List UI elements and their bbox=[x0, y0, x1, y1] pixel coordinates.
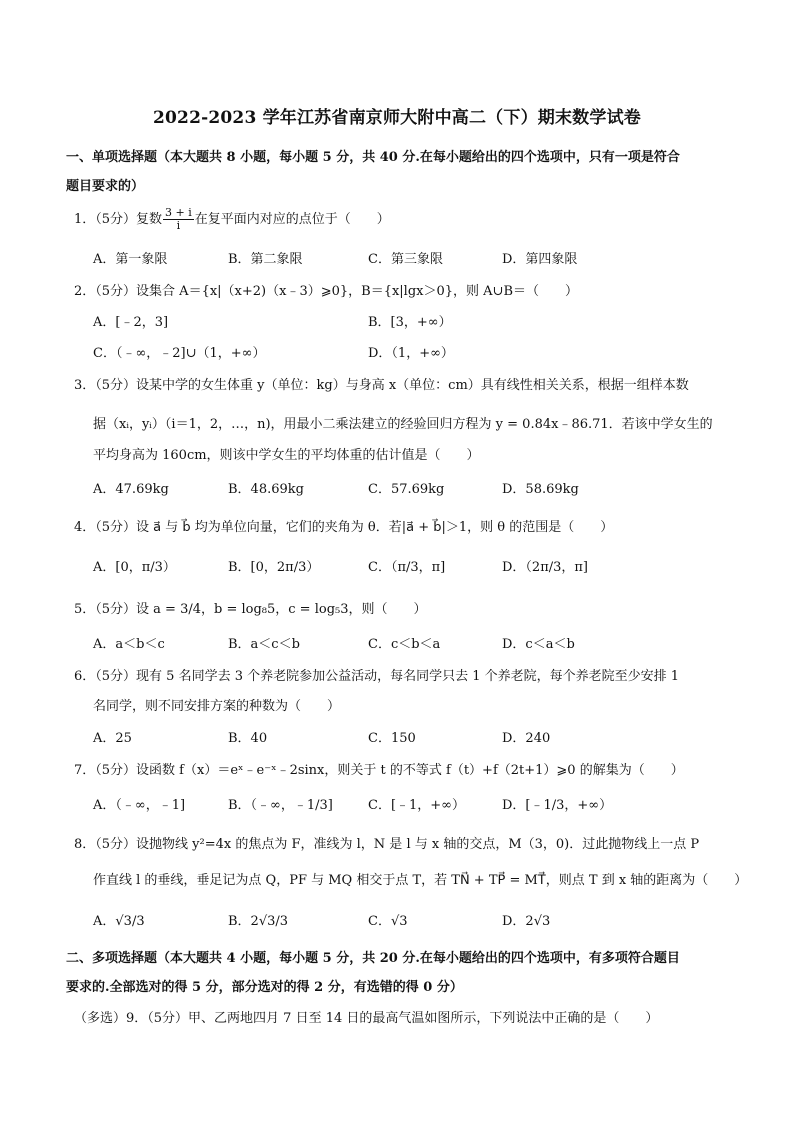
q6-option-c: C．150 bbox=[368, 731, 416, 746]
q2-option-b: B．[3，+∞） bbox=[368, 315, 452, 330]
q2-option-a: A．[﹣2，3] bbox=[93, 315, 169, 330]
question-4: 4．（5分）设 a⃗ 与 b⃗ 均为单位向量，它们的夹角为 θ．若|a⃗ + b⃗|＞1，则 θ 的范围是（ ） bbox=[74, 520, 614, 535]
question-2: 2．（5分）设集合 A＝{x|（x+2)（x﹣3）⩾0}，B＝{x|lgx＞0}，则 A∪B＝（ ） bbox=[74, 284, 579, 299]
q1-frac-den: i bbox=[176, 219, 181, 232]
page-title: 2022-2023 学年江苏省南京师大附中高二（下）期末数学试卷 bbox=[152, 108, 641, 128]
q4-option-a: A．[0，π/3） bbox=[93, 560, 176, 575]
q5-option-c: C．c＜b＜a bbox=[368, 637, 441, 652]
question-6-line1: 6．（5分）现有 5 名同学去 3 个养老院参加公益活动，每名同学只去 1 个养老院，每个养老院至少安排 1 bbox=[74, 669, 680, 684]
q1-option-b: B．第二象限 bbox=[228, 252, 303, 267]
q5-option-d: D．c＜a＜b bbox=[502, 637, 575, 652]
section2-heading-line2: 要求的.全部选对的得 5 分，部分选对的得 2 分，有选错的得 0 分） bbox=[66, 980, 463, 995]
q7-option-a: A．（﹣∞，﹣1] bbox=[93, 798, 186, 813]
q6-option-d: D．240 bbox=[502, 731, 551, 746]
q1-option-d: D．第四象限 bbox=[502, 252, 578, 267]
q3-option-d: D．58.69kg bbox=[502, 482, 579, 497]
section2-heading-line1: 二、多项选择题（本大题共 4 小题，每小题 5 分，共 20 分.在每小题给出的四个选项中，有多项符合题目 bbox=[66, 951, 680, 966]
section1-heading-line2: 题目要求的） bbox=[66, 179, 145, 194]
q8-option-d: D．2√3 bbox=[502, 914, 551, 929]
question-8-line1: 8．（5分）设抛物线 y²=4x 的焦点为 F，准线为 l，N 是 l 与 x 轴的交点，M（3，0)．过此抛物线上一点 P bbox=[74, 837, 700, 852]
q4-option-d: D．（2π/3，π] bbox=[502, 560, 589, 575]
question-5: 5．（5分）设 a = 3/4，b = log₈5，c = log₅3，则（ ） bbox=[74, 602, 427, 617]
q1-option-c: C．第三象限 bbox=[368, 252, 443, 267]
question-8-line2: 作直线 l 的垂线，垂足记为点 Q，PF 与 MQ 相交于点 T，若 TN⃗ + TP⃗ = MT⃗，则点 T 到 x 轴的距离为（ ） bbox=[93, 873, 748, 888]
q3-option-c: C．57.69kg bbox=[368, 482, 445, 497]
q3-option-a: A．47.69kg bbox=[93, 482, 169, 497]
q6-option-a: A．25 bbox=[93, 731, 132, 746]
q4-option-b: B．[0，2π/3） bbox=[228, 560, 320, 575]
q8-option-b: B．2√3/3 bbox=[228, 914, 289, 929]
question-3-line1: 3．（5分）设某中学的女生体重 y（单位：kg）与身高 x（单位：cm）具有线性相关关系，根据一组样本数 bbox=[74, 378, 689, 393]
section1-heading-line1: 一、单项选择题（本大题共 8 小题，每小题 5 分，共 40 分.在每小题给出的四个选项中，只有一项是符合 bbox=[66, 150, 680, 165]
q5-option-a: A．a＜b＜c bbox=[93, 637, 165, 652]
q6-option-b: B．40 bbox=[228, 731, 268, 746]
q2-option-c: C．（﹣∞，﹣2]∪（1，+∞） bbox=[93, 346, 266, 361]
q1-option-a: A．第一象限 bbox=[93, 252, 168, 267]
q1-frac-num: 3 + i bbox=[165, 206, 192, 219]
question-1 bbox=[74, 207, 390, 232]
q7-option-b: B．（﹣∞，﹣1/3] bbox=[228, 798, 333, 813]
q1-suffix: 在复平面内对应的点位于（ ） bbox=[194, 212, 390, 227]
question-6-line2: 名同学，则不同安排方案的种数为（ ） bbox=[93, 699, 341, 714]
question-7: 7．（5分）设函数 f（x）＝eˣ﹣e⁻ˣ﹣2sinx，则关于 t 的不等式 f（t）+f（2t+1）⩾0 的解集为（ ） bbox=[74, 763, 684, 778]
q1-fraction bbox=[163, 207, 194, 232]
question-3-line3: 平均身高为 160cm，则该中学女生的平均体重的估计值是（ ） bbox=[93, 448, 480, 463]
q7-option-c: C．[﹣1，+∞） bbox=[368, 798, 466, 813]
q5-option-b: B．a＜c＜b bbox=[228, 637, 300, 652]
q4-option-c: C．（π/3，π] bbox=[368, 560, 446, 575]
q1-prefix: 1．（5分）复数 bbox=[74, 212, 163, 227]
q7-option-d: D．[﹣1/3，+∞） bbox=[502, 798, 613, 813]
q2-option-d: D．（1，+∞） bbox=[368, 346, 454, 361]
question-9: （多选）9．（5分）甲、乙两地四月 7 日至 14 日的最高气温如图所示，下列说法中正确的是（ ） bbox=[74, 1011, 659, 1026]
q8-option-c: C．√3 bbox=[368, 914, 408, 929]
q3-option-b: B．48.69kg bbox=[228, 482, 304, 497]
q8-option-a: A．√3/3 bbox=[93, 914, 145, 929]
question-3-line2: 据（xᵢ，yᵢ）（i＝1，2，…，n)，用最小二乘法建立的经验回归方程为 y = 0.84x﹣86.71．若该中学女生的 bbox=[93, 417, 713, 432]
